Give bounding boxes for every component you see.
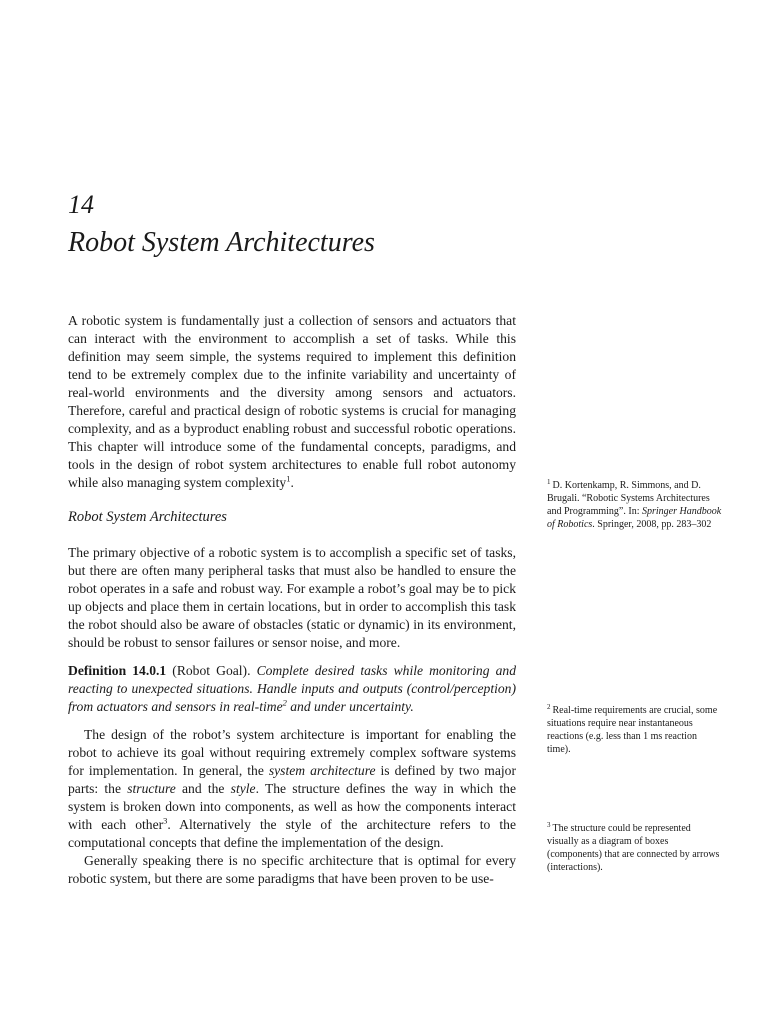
term-system-architecture: system architecture xyxy=(268,763,376,778)
sidenote-3-number: 3 xyxy=(547,820,551,829)
term-structure: structure xyxy=(127,781,176,796)
sidenote-1-text-b: . Springer, 2008, pp. 283–302 xyxy=(592,519,712,530)
intro-text: A robotic system is fundamentally just a collection of sensors and actuators that can interact with the environment to accomplish a set of tasks. While this definition may seem simple, the systems required to implement this definition tend to be extremely complex due to the infinite variability and uncertainty of real-world environments and the diversity among sensors and actuators. Therefore, careful and practical design of robotic systems is crucial for managing complexity, and as a byproduct enabling robust and successful robotic operations. This chapter will introduce some of the fundamental concepts, paradigms, and tools in the design of robot system architectures to enable full robot autonomy while also managing system complexity xyxy=(68,313,516,490)
architecture-paragraph xyxy=(68,726,516,852)
sidenote-2-number: 2 xyxy=(547,702,551,711)
intro-end: . xyxy=(290,475,294,490)
definition-label: Definition 14.0.1 xyxy=(68,663,167,678)
sidenote-3 xyxy=(547,822,722,874)
definition-body-end: and under uncertainty. xyxy=(286,699,414,714)
section-paragraph-1: The primary objective of a robotic system is to accomplish a specific set of tasks, but there are often many peripheral tasks that must also be handled to ensure the robot operates in a safe and robust way. For example a robot’s goal may be to pick up objects and place them in certain locations, but in order to accomplish this task the robot should also be aware of obstacles (static or dynamic) in its environment, should be robust to sensor failures or sensor noise, and more. xyxy=(68,545,516,650)
footnote-ref-1[interactable]: 1 xyxy=(286,473,291,484)
sidenote-1-number: 1 xyxy=(547,477,551,486)
sidenote-2-text: Real-time requirements are crucial, some situations require near instantaneous reactions (e.g. less than 1 ms reaction time). xyxy=(547,705,718,755)
footnote-ref-3[interactable]: 3 xyxy=(163,815,168,826)
definition-name: (Robot Goal). xyxy=(166,663,251,678)
architecture-text-c: and the xyxy=(175,781,231,796)
chapter-title: Robot System Architectures xyxy=(68,227,375,258)
architecture-text-e: . Alternatively the style of the architecture refers to the computational concepts that define the implementation of the design. xyxy=(68,817,517,850)
sidenote-1-book-title: Springer Handbook of Robotics xyxy=(547,506,722,530)
sidenote-1-text-a: D. Kortenkamp, R. Simmons, and D. Brugali. “Robotic Systems Architectures and Programming”. In: xyxy=(547,480,710,517)
term-style: style xyxy=(230,781,256,796)
architecture-text-b: is defined by two major parts: the xyxy=(68,763,517,796)
definition-block xyxy=(68,662,516,716)
sidenote-1 xyxy=(547,479,722,531)
footnote-ref-2[interactable]: 2 xyxy=(282,697,287,708)
sidenote-2 xyxy=(547,704,722,756)
chapter-number: 14 xyxy=(68,190,94,219)
section-heading: Robot System Architectures xyxy=(68,509,227,525)
intro-paragraph xyxy=(68,312,516,492)
sidenote-3-text: The structure could be represented visually as a diagram of boxes (components) that are connected by arrows (interactions). xyxy=(547,823,720,873)
architecture-text-a: The design of the robot’s system architecture is important for enabling the robot to achieve its goal without requiring extremely complex software systems for implementation. In general, the xyxy=(68,727,516,778)
definition-body-text: Complete desired tasks while monitoring and reacting to unexpected situations. Handle inputs and outputs (control/perception) from actuators and sensors in real-time xyxy=(68,663,516,714)
main-text-column xyxy=(68,312,516,888)
architecture-text-d: . The structure defines the way in which the system is broken down into components, as well as how the components interact with each other xyxy=(68,781,516,832)
paradigms-paragraph: Generally speaking there is no specific architecture that is optimal for every robotic system, but there are some paradigms that have been proven to be use- xyxy=(68,853,516,886)
